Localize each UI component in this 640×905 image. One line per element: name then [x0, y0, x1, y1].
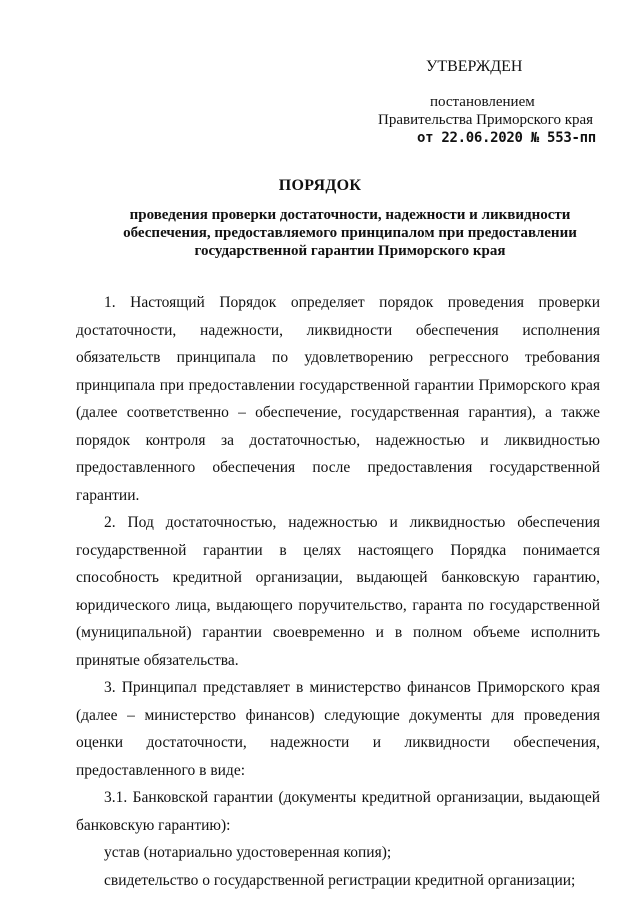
subtitle-line: государственной гарантии Приморского края [194, 243, 506, 259]
document-body [76, 289, 600, 894]
document-subtitle [110, 206, 590, 260]
paragraph-3-1: 3.1. Банковской гарантии (документы кредитной организации, выдающей банковскую гарантию): [76, 789, 600, 834]
subtitle-line: обеспечения, предоставляемого принципалом при предоставлении [123, 225, 577, 241]
paragraph-certificate: свидетельство о государственной регистрации кредитной организации; [104, 871, 576, 889]
approval-date-number: от 22.06.2020 № 553-пп [417, 130, 596, 146]
approval-resolution: постановлением [430, 94, 535, 110]
approval-heading: УТВЕРЖДЕН [426, 58, 523, 75]
paragraph-3: 3. Принципал представляет в министерство финансов Приморского края (далее – министерство финансов) следующие документы для проведения оценки достаточности, надежности и ликвидности обеспечения, предоставленного в виде: [76, 679, 600, 779]
approval-government: Правительства Приморского края [378, 112, 594, 128]
document-title: ПОРЯДОК [278, 177, 362, 194]
paragraph-1: 1. Настоящий Порядок определяет порядок проведения проверки достаточности, надежности, ликвидности обеспечения исполнения обязательств принципала по удовлетворению регрессного требования принципала при предоставлении государственной гарантии Приморского края (далее соответственно – обеспечение, государственная гарантия), а также порядок контроля за достаточностью, надежностью и ликвидностью предоставленного обеспечения после предоставления государственной гарантии. [76, 294, 600, 504]
subtitle-line: проведения проверки достаточности, надежности и ликвидности [129, 207, 571, 223]
paragraph-charter: устав (нотариально удостоверенная копия); [104, 844, 392, 861]
paragraph-2: 2. Под достаточностью, надежностью и ликвидностью обеспечения государственной гарантии в целях настоящего Порядка понимается способность кредитной организации, выдающей банковскую гарантию, юридического лица, выдающего поручительство, гаранта по государственной (муниципальной) гарантии своевременно и в полном объеме исполнить принятые обязательства. [76, 514, 600, 669]
